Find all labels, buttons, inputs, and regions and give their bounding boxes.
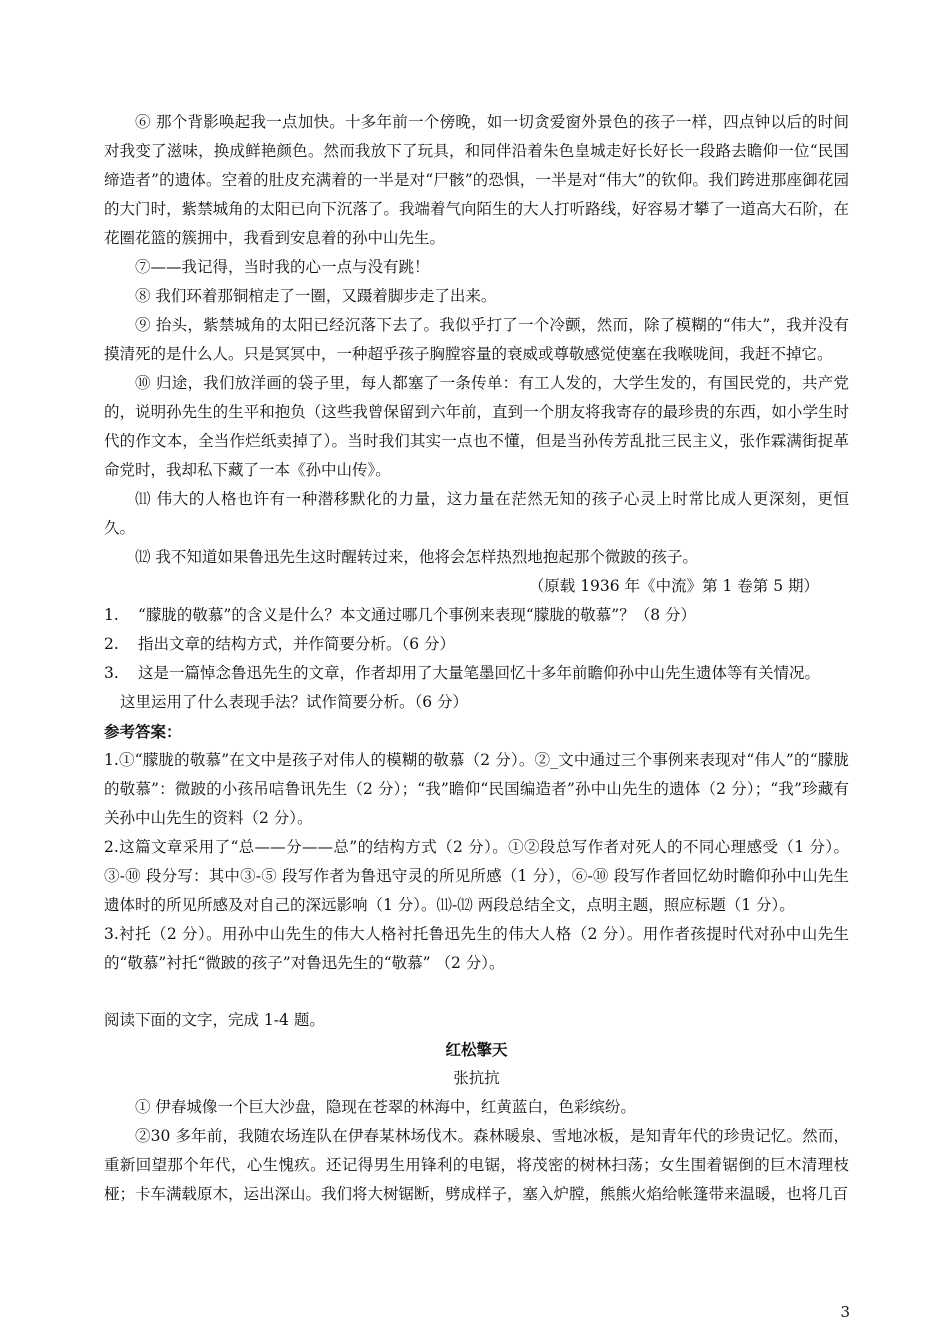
question-text: 指出文章的结构方式，并作简要分析。（6 分） — [138, 635, 456, 653]
article-paragraph-1: ① 伊春城像一个巨大沙盘，隐现在苍翠的林海中，红黄蓝白，色彩缤纷。 — [135, 1098, 636, 1116]
answer-1: 1.①“朦胧的敬慕”在文中是孩子对伟人的模糊的敬慕（2 分）。②_文中通过三个事例来表现对“伟人”的“朦胧的敬慕”：微跛的小孩吊唁鲁讯先生（2 分）；“我”瞻仰“民国编造者”孙中山先生的遗体（2 分）；“我”珍藏有关孙中山先生的资料（2 分）。 — [104, 751, 849, 827]
paragraph-10: ⑩ 归途，我们放洋画的袋子里，每人都塞了一条传单：有工人发的，大学生发的，有国民党的，共产党的，说明孙先生的生平和抱负（这些我曾保留到六年前，直到一个朋友将我寄存的最珍贵的东西，如小学生时代的作文本，全当作烂纸卖掉了）。当时我们其实一点也不懂，但是当孙传芳乱批三民主义，张作霖满街捉革命党时，我却私下藏了一本《孙中山传》。 — [104, 374, 849, 479]
page-number: 3 — [840, 1303, 850, 1321]
paragraph-11: ⑾ 伟大的人格也许有一种潜移默化的力量，这力量在茫然无知的孩子心灵上时常比成人更深刻，更恒久。 — [104, 490, 849, 537]
answer-3: 3.衬托（2 分）。用孙中山先生的伟大人格衬托鲁迅先生的伟大人格（2 分）。用作者孩提时代对孙中山先生的“敬慕”衬托“微跛的孩子”对鲁迅先生的“敬慕” （2 分）。 — [104, 925, 849, 972]
article-title: 红松擎天 — [445, 1040, 508, 1059]
paragraph-6: ⑥ 那个背影唤起我一点加快。十多年前一个傍晚，如一切贪爱窗外景色的孩子一样，四点钟以后的时间对我变了滋味，换成鲜艳颜色。然而我放下了玩具，和同伴沿着朱色皇城走好长好长一段路去瞻仰一位“民国缔造者”的遗体。空着的肚皮充满着的一半是对“尸骸”的恐惧，一半是对“伟大”的钦仰。我们跨进那座御花园的大门时，紫禁城角的太阳已向下沉落了。我端着气向陌生的大人打听路线，好容易才攀了一道高大石阶，在花圈花篮的簇拥中，我看到安息着的孙中山先生。 — [104, 113, 849, 247]
paragraph-7: ⑦——我记得，当时我的心一点与没有跳！ — [135, 258, 430, 276]
answer-2: 2.这篇文章采用了“总——分——总”的结构方式（2 分）。①②段总写作者对死人的不同心理感受（1 分）。③-⑩ 段分写：其中③-⑤ 段写作者为鲁迅守灵的所见所感（1 分），⑥-⑩ 段写作者回忆幼时瞻仰孙中山先生遗体时的所见所感及对自己的深远影响（1 分）。⑾-⑿ 两段总结全文，点明主题，照应标题（1 分）。 — [104, 838, 849, 914]
question-text: 这是一篇悼念鲁迅先生的文章，作者却用了大量笔墨回忆十多年前瞻仰孙中山先生遗体等有关情况。 — [138, 664, 821, 682]
article-paragraph-2: ②30 多年前，我随农场连队在伊春某林场伐木。森林暖泉、雪地冰板，是知青年代的珍贵记忆。然而，重新回望那个年代，心生愧疚。还记得男生用锋利的电锯，将茂密的树林扫荡；女生围着锯倒的巨木清理枝桠；卡车满载原木，运出深山。我们将大树锯断，劈成样子，塞入炉膛，熊熊火焰给帐篷带来温暖，也将几百 — [104, 1127, 849, 1203]
paragraph-8: ⑧ 我们环着那铜棺走了一圈，又蹑着脚步走了出来。 — [135, 287, 497, 305]
reading-instruction: 阅读下面的文字，完成 1-4 题。 — [104, 1011, 325, 1029]
question-1 — [104, 601, 849, 630]
spacer — [104, 978, 849, 1006]
question-3-continued: 这里运用了什么表现手法？试作简要分析。（6 分） — [120, 693, 469, 711]
article-author: 张抗抗 — [453, 1069, 500, 1087]
question-text: “朦胧的敬慕”的含义是什么？本文通过哪几个事例来表现“朦胧的敬慕”？（8 分） — [138, 606, 696, 624]
document-page — [104, 108, 849, 1209]
question-3 — [104, 659, 849, 688]
question-2 — [104, 630, 849, 659]
question-number: 1. — [104, 606, 119, 624]
source-citation: （原载 1936 年《中流》第 1 卷第 5 期） — [528, 577, 819, 595]
paragraph-9: ⑨ 抬头，紫禁城角的太阳已经沉落下去了。我似乎打了一个冷颤，然而，除了模糊的“伟大”，我并没有摸清死的是什么人。只是冥冥中，一种超乎孩子胸膛容量的衰威或尊敬感觉使塞在我喉咙间，我赶不掉它。 — [104, 316, 849, 363]
paragraph-12: ⑿ 我不知道如果鲁迅先生这时醒转过来，他将会怎样热烈地抱起那个微跛的孩子。 — [135, 548, 698, 566]
answers-heading: 参考答案： — [104, 722, 182, 741]
question-number: 3. — [104, 664, 119, 682]
question-number: 2. — [104, 635, 119, 653]
